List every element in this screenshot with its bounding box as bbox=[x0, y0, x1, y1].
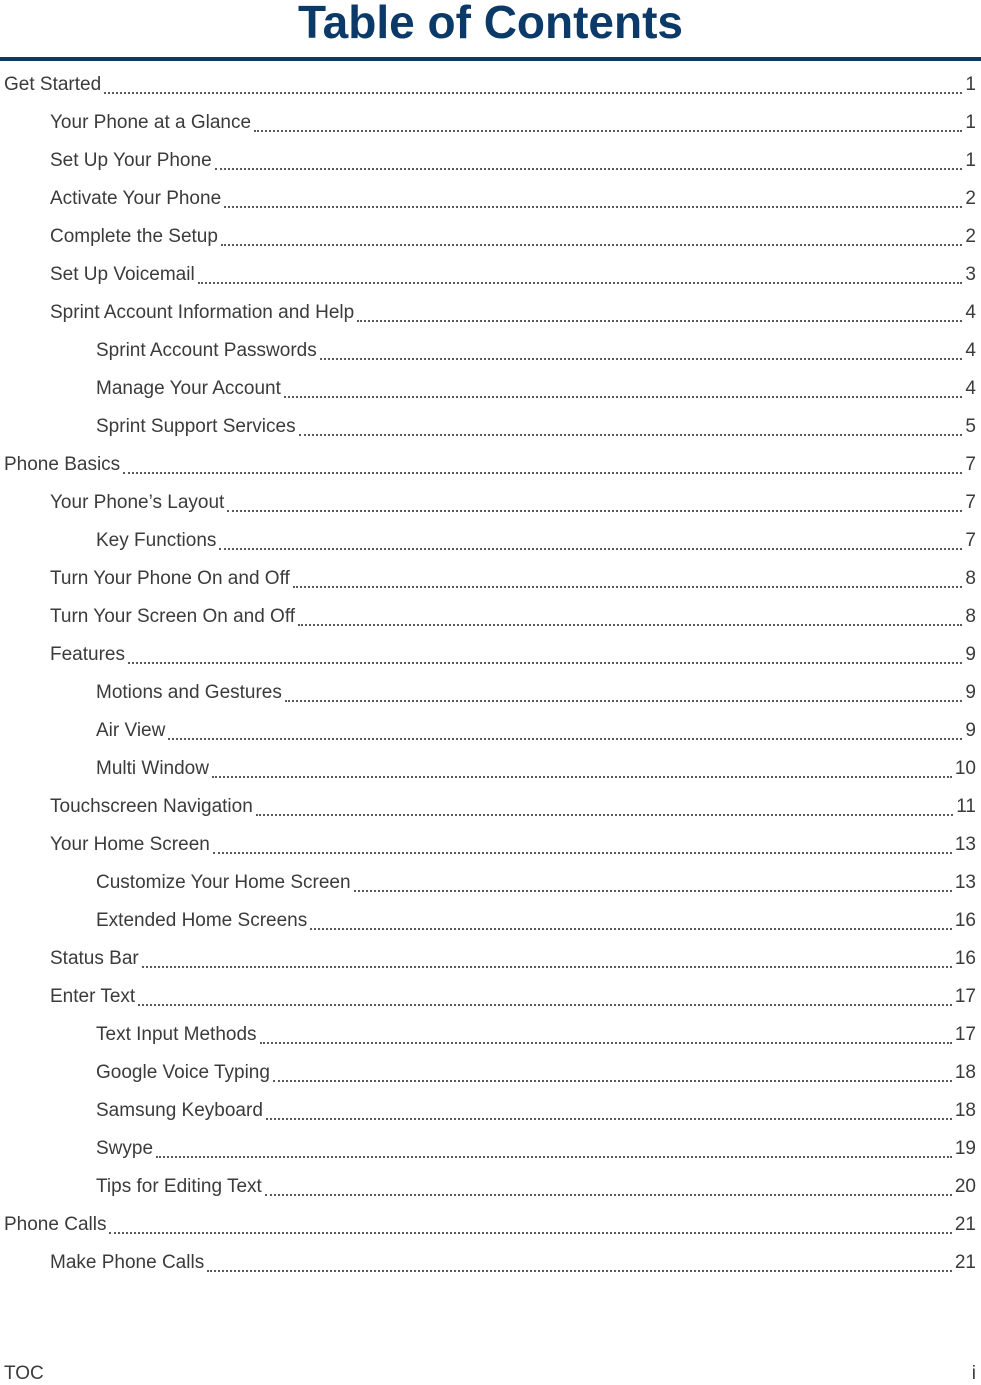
toc-entry[interactable] bbox=[0, 180, 981, 218]
toc-entry-page-number: 9 bbox=[965, 720, 976, 741]
toc-entry[interactable] bbox=[0, 560, 981, 598]
toc-entry-page-number: 21 bbox=[954, 1214, 976, 1235]
toc-entry-page-number: 19 bbox=[954, 1138, 976, 1159]
toc-entry-page-number: 17 bbox=[954, 1024, 976, 1045]
dot-leader bbox=[109, 1218, 951, 1234]
dot-leader bbox=[256, 800, 953, 816]
title-divider bbox=[0, 57, 981, 61]
toc-entry[interactable] bbox=[0, 788, 981, 826]
toc-entry[interactable] bbox=[0, 256, 981, 294]
dot-leader bbox=[254, 116, 962, 132]
toc-entry-label: Phone Basics bbox=[4, 454, 121, 475]
toc-entry-page-number: 4 bbox=[965, 340, 976, 361]
dot-leader bbox=[299, 420, 963, 436]
page-title: Table of Contents bbox=[297, 0, 684, 48]
dot-leader bbox=[298, 610, 962, 626]
toc-entry-page-number: 11 bbox=[956, 796, 976, 817]
toc-entry-page-number: 4 bbox=[965, 378, 976, 399]
dot-leader bbox=[224, 192, 962, 208]
table-of-contents bbox=[0, 66, 981, 1282]
toc-entry[interactable] bbox=[0, 598, 981, 636]
toc-entry[interactable] bbox=[0, 674, 981, 712]
toc-entry-page-number: 3 bbox=[965, 264, 976, 285]
toc-entry-label: Multi Window bbox=[96, 758, 209, 779]
toc-entry[interactable] bbox=[0, 750, 981, 788]
toc-entry-page-number: 13 bbox=[954, 834, 976, 855]
toc-entry[interactable] bbox=[0, 1130, 981, 1168]
toc-entry-label: Google Voice Typing bbox=[96, 1062, 270, 1083]
dot-leader bbox=[285, 686, 963, 702]
toc-entry-label: Sprint Account Information and Help bbox=[50, 302, 355, 323]
dot-leader bbox=[357, 306, 962, 322]
toc-entry-page-number: 9 bbox=[965, 682, 976, 703]
footer-section-label: TOC bbox=[4, 1363, 44, 1384]
toc-entry-page-number: 1 bbox=[965, 150, 976, 171]
toc-entry-label: Status Bar bbox=[50, 948, 139, 969]
dot-leader bbox=[227, 496, 962, 512]
dot-leader bbox=[266, 1104, 952, 1120]
dot-leader bbox=[221, 230, 962, 246]
toc-entry-page-number: 18 bbox=[954, 1062, 976, 1083]
toc-entry[interactable] bbox=[0, 940, 981, 978]
toc-entry-page-number: 16 bbox=[954, 910, 976, 931]
toc-entry-label: Customize Your Home Screen bbox=[96, 872, 351, 893]
toc-entry-page-number: 20 bbox=[954, 1176, 976, 1197]
toc-entry-label: Text Input Methods bbox=[96, 1024, 257, 1045]
toc-entry-label: Phone Calls bbox=[4, 1214, 107, 1235]
toc-entry-page-number: 16 bbox=[954, 948, 976, 969]
dot-leader bbox=[260, 1028, 952, 1044]
dot-leader bbox=[198, 268, 963, 284]
dot-leader bbox=[128, 648, 962, 664]
toc-entry[interactable] bbox=[0, 522, 981, 560]
toc-entry-label: Tips for Editing Text bbox=[96, 1176, 262, 1197]
toc-entry[interactable] bbox=[0, 1206, 981, 1244]
toc-entry-label: Your Phone’s Layout bbox=[50, 492, 225, 513]
toc-entry-label: Manage Your Account bbox=[96, 378, 281, 399]
dot-leader bbox=[104, 78, 962, 94]
toc-entry[interactable] bbox=[0, 1168, 981, 1206]
toc-entry-label: Get Started bbox=[4, 74, 102, 95]
toc-entry[interactable] bbox=[0, 408, 981, 446]
dot-leader bbox=[123, 458, 962, 474]
toc-entry-label: Air View bbox=[96, 720, 166, 741]
dot-leader bbox=[265, 1180, 952, 1196]
toc-entry-page-number: 1 bbox=[965, 74, 976, 95]
dot-leader bbox=[284, 382, 963, 398]
toc-entry-page-number: 4 bbox=[965, 302, 976, 323]
toc-entry-page-number: 2 bbox=[965, 188, 976, 209]
toc-entry-label: Enter Text bbox=[50, 986, 136, 1007]
dot-leader bbox=[142, 952, 952, 968]
toc-entry-label: Swype bbox=[96, 1138, 154, 1159]
dot-leader bbox=[354, 876, 952, 892]
toc-entry-page-number: 13 bbox=[954, 872, 976, 893]
toc-entry[interactable] bbox=[0, 142, 981, 180]
toc-entry-page-number: 1 bbox=[965, 112, 976, 133]
toc-entry[interactable] bbox=[0, 1092, 981, 1130]
dot-leader bbox=[320, 344, 963, 360]
dot-leader bbox=[215, 154, 963, 170]
toc-entry-label: Activate Your Phone bbox=[50, 188, 222, 209]
toc-entry-label: Complete the Setup bbox=[50, 226, 218, 247]
toc-entry-page-number: 5 bbox=[965, 416, 976, 437]
toc-entry-page-number: 10 bbox=[954, 758, 976, 779]
toc-entry[interactable] bbox=[0, 104, 981, 142]
dot-leader bbox=[212, 762, 952, 778]
footer-page-number: i bbox=[971, 1363, 976, 1384]
dot-leader bbox=[156, 1142, 952, 1158]
toc-entry-label: Samsung Keyboard bbox=[96, 1100, 263, 1121]
toc-entry-page-number: 7 bbox=[965, 454, 976, 475]
toc-entry-label: Turn Your Phone On and Off bbox=[50, 568, 290, 589]
dot-leader bbox=[293, 572, 963, 588]
toc-entry-page-number: 7 bbox=[965, 530, 976, 551]
toc-entry[interactable] bbox=[0, 712, 981, 750]
toc-entry-label: Features bbox=[50, 644, 125, 665]
dot-leader bbox=[273, 1066, 952, 1082]
toc-entry-label: Your Home Screen bbox=[50, 834, 210, 855]
toc-entry[interactable] bbox=[0, 218, 981, 256]
dot-leader bbox=[207, 1256, 952, 1272]
toc-entry[interactable] bbox=[0, 826, 981, 864]
toc-entry[interactable] bbox=[0, 484, 981, 522]
dot-leader bbox=[219, 534, 962, 550]
toc-entry-label: Your Phone at a Glance bbox=[50, 112, 252, 133]
toc-entry[interactable] bbox=[0, 294, 981, 332]
dot-leader bbox=[213, 838, 952, 854]
dot-leader bbox=[168, 724, 962, 740]
toc-entry[interactable] bbox=[0, 978, 981, 1016]
toc-entry[interactable] bbox=[0, 636, 981, 674]
toc-entry-page-number: 9 bbox=[965, 644, 976, 665]
toc-entry-page-number: 2 bbox=[965, 226, 976, 247]
toc-entry[interactable] bbox=[0, 66, 981, 104]
toc-entry-label: Set Up Voicemail bbox=[50, 264, 195, 285]
toc-entry[interactable] bbox=[0, 902, 981, 940]
toc-entry-label: Turn Your Screen On and Off bbox=[50, 606, 296, 627]
toc-entry-label: Motions and Gestures bbox=[96, 682, 282, 703]
toc-entry-page-number: 21 bbox=[954, 1252, 976, 1273]
toc-entry[interactable] bbox=[0, 1054, 981, 1092]
toc-entry-label: Extended Home Screens bbox=[96, 910, 308, 931]
toc-entry-label: Make Phone Calls bbox=[50, 1252, 205, 1273]
dot-leader bbox=[310, 914, 952, 930]
toc-entry[interactable] bbox=[0, 1016, 981, 1054]
toc-entry[interactable] bbox=[0, 864, 981, 902]
toc-entry-page-number: 18 bbox=[954, 1100, 976, 1121]
toc-entry-label: Touchscreen Navigation bbox=[50, 796, 253, 817]
toc-entry[interactable] bbox=[0, 332, 981, 370]
toc-entry-label: Key Functions bbox=[96, 530, 217, 551]
toc-entry-page-number: 7 bbox=[965, 492, 976, 513]
toc-entry-page-number: 8 bbox=[965, 606, 976, 627]
dot-leader bbox=[138, 990, 952, 1006]
toc-entry-label: Sprint Account Passwords bbox=[96, 340, 317, 361]
toc-entry-label: Sprint Support Services bbox=[96, 416, 296, 437]
toc-entry[interactable] bbox=[0, 1244, 981, 1282]
toc-entry[interactable] bbox=[0, 446, 981, 484]
toc-entry-label: Set Up Your Phone bbox=[50, 150, 212, 171]
toc-entry[interactable] bbox=[0, 370, 981, 408]
toc-entry-page-number: 8 bbox=[965, 568, 976, 589]
toc-entry-page-number: 17 bbox=[954, 986, 976, 1007]
